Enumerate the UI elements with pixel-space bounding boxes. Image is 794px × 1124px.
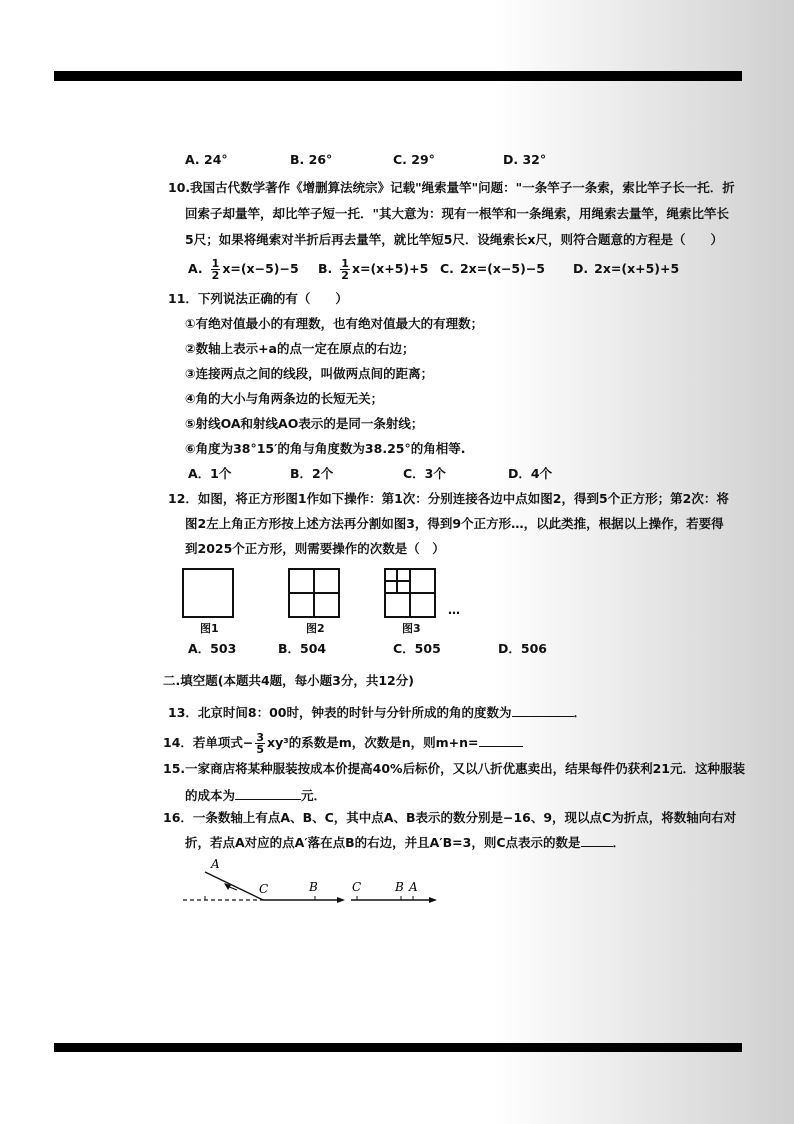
left-axis-arrow xyxy=(337,897,345,903)
q16-answer-blank xyxy=(581,834,613,847)
q11-stem: 11．下列说法正确的有（ ） xyxy=(168,291,348,306)
figure-3-sub-horizontal-line xyxy=(384,580,410,582)
label-b-right: B xyxy=(395,880,404,894)
q9-option-a: A. 24° xyxy=(185,152,228,167)
q10-line-1 xyxy=(168,180,735,196)
q16-line-2: 折，若点A对应的点A′落在点B的右边，并且A′B=3，则C点表示的数是 ． xyxy=(185,835,626,850)
label-a-right: A xyxy=(409,880,418,894)
q11-item-1: ①有绝对值最小的有理数，也有绝对值最大的有理数； xyxy=(185,316,484,331)
label-c-left: C xyxy=(259,882,269,896)
q11-option-a: A．1个 xyxy=(188,466,232,481)
q11-option-d: D．4个 xyxy=(508,466,553,481)
q16-line-1: 16．一条数轴上有点A、B、C，其中点A、B表示的数分别是−16、9，现以点C为折点，将数轴向右对 xyxy=(163,810,737,825)
q13-answer-blank xyxy=(512,704,574,717)
q11-item-5: ⑤射线OA和射线AO表示的是同一条射线； xyxy=(185,416,424,431)
q12-line-2: 图2左上角正方形按上述方法再分割如图3，得到9个正方形…，以此类推，根据以上操作，若要得 xyxy=(185,516,724,531)
q12-line-3: 到2025个正方形，则需要操作的次数是（ ） xyxy=(185,541,445,556)
q12-option-a: A．503 xyxy=(188,641,237,656)
q14-answer-blank xyxy=(479,734,523,747)
q12-option-d: D．506 xyxy=(498,641,547,656)
figure-3-caption: 图3 xyxy=(402,622,421,635)
figure-ellipsis: … xyxy=(448,603,460,617)
section-2-heading: 二.填空题(本题共4题，每小题3分，共12分) xyxy=(163,673,414,688)
q10-option-c: C. 2x=(x−5)−5 xyxy=(440,261,546,276)
figure-2-horizontal-line xyxy=(288,592,340,594)
figure-1-square xyxy=(182,568,234,618)
q10-option-a: A. $\frac{1}{2}$ x=(x−5)−5 xyxy=(188,257,299,282)
q11-option-b: B．2个 xyxy=(290,466,334,481)
q9-option-c: C. 29° xyxy=(393,152,435,167)
q9-option-d: D. 32° xyxy=(503,152,547,167)
figure-1-caption: 图1 xyxy=(200,622,219,635)
q13: 13．北京时间8：00时，钟表的时针与分针所成的角的度数为 ． xyxy=(168,705,587,720)
q12-line-1: 12．如图，将正方形图1作如下操作：第1次：分别连接各边中点如图2，得到5个正方形；第2次：将 xyxy=(168,491,729,506)
q10-option-b: B. $\frac{1}{2}$ x=(x+5)+5 xyxy=(318,257,429,282)
folded-number-line-figure xyxy=(175,848,455,918)
figure-2-caption: 图2 xyxy=(306,622,325,635)
q10-number: 10. xyxy=(168,180,191,195)
q11-item-2: ②数轴上表示+a的点一定在原点的右边； xyxy=(185,341,415,356)
q15-line-1: 15.一家商店将某种服装按成本价提高40%后标价，又以八折优惠卖出，结果每件仍获利21元．这种服装 xyxy=(163,761,745,776)
folded-ray xyxy=(205,872,263,900)
q11-item-3: ③连接两点之间的线段，叫做两点间的距离； xyxy=(185,366,434,381)
q12-option-c: C．505 xyxy=(393,641,441,656)
q14: 14．若单项式− $\frac{3}{5}$ xy³的系数是m，次数是n，则m+n= xyxy=(163,732,523,755)
label-a-left: A xyxy=(211,857,220,871)
q11-item-4: ④角的大小与角两条边的长短无关； xyxy=(185,391,384,406)
q10-a-fraction: $\frac{1}{2}$ xyxy=(211,257,220,282)
q12-option-b: B．504 xyxy=(278,641,327,656)
q10-line-3: 5尺；如果将绳索对半折后再去量竿，就比竿短5尺．设绳索长x尺，则符合题意的方程是（ ） xyxy=(185,232,723,247)
figure-3-horizontal-line xyxy=(384,592,436,594)
right-axis-arrow xyxy=(429,897,437,903)
label-c-right: C xyxy=(352,880,362,894)
q14-fraction: $\frac{3}{5}$ xyxy=(256,731,265,756)
q15-answer-blank xyxy=(235,787,301,800)
q10-line-2: 回索子却量竿，却比竿子短一托．"其大意为：现有一根竿和一条绳索，用绳索去量竿，绳索比竿长 xyxy=(185,206,730,221)
q10-text-1: 我国古代数学著作《增删算法统宗》记载"绳索量竿"问题："一条竿子一条索，索比竿子长一托．折 xyxy=(190,180,735,195)
q9-option-b: B. 26° xyxy=(290,152,333,167)
label-b-left: B xyxy=(309,880,318,894)
q10-b-fraction: $\frac{1}{2}$ xyxy=(341,257,349,282)
q11-option-c: C．3个 xyxy=(403,466,446,481)
top-border-bar xyxy=(54,71,742,81)
q15-line-2: 的成本为 元． xyxy=(185,788,327,803)
q11-item-6: ⑥角度为38°15′的角与角度数为38.25°的角相等. xyxy=(185,441,466,456)
q10-option-d: D. 2x=(x+5)+5 xyxy=(573,261,680,276)
bottom-border-bar xyxy=(54,1043,742,1052)
